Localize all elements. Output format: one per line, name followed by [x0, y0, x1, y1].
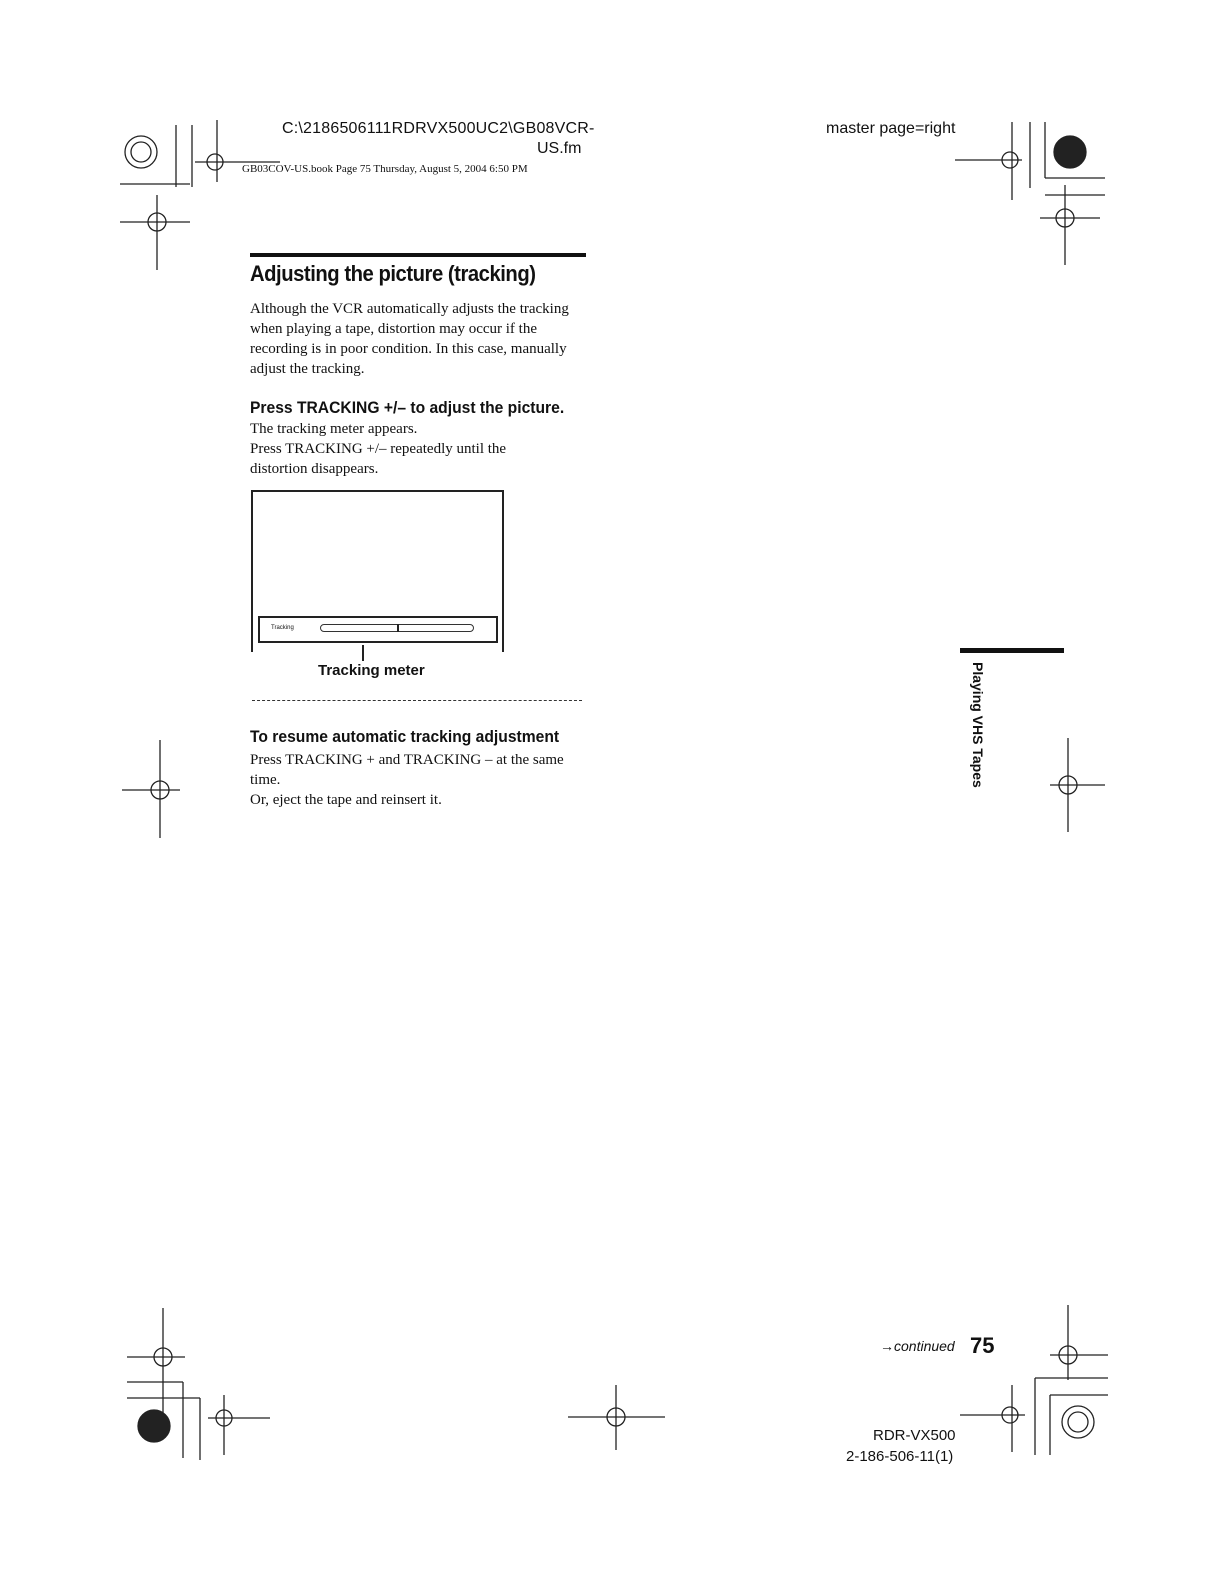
section-title: Adjusting the picture (tracking): [250, 261, 536, 286]
step-text-1: The tracking meter appears.: [250, 421, 418, 437]
screen-meter-label: Tracking: [271, 625, 294, 631]
resume-heading: To resume automatic tracking adjustment: [250, 727, 560, 746]
document-code: 2-186-506-11(1): [846, 1448, 954, 1465]
section-divider: [252, 700, 582, 701]
step-text-2: Press TRACKING +/– repeatedly until the distortion disappears.: [250, 441, 507, 477]
book-info: GB03COV-US.book Page 75 Thursday, August 5, 2004 6:50 PM: [242, 163, 528, 175]
model-number: RDR-VX500: [873, 1427, 956, 1444]
resume-text-1: Press TRACKING + and TRACKING – at the same time.: [250, 752, 564, 788]
side-tab-label: Playing VHS Tapes: [970, 662, 986, 788]
title-rule: [250, 253, 586, 257]
intro-paragraph: Although the VCR automatically adjusts the tracking when playing a tape, distortion may occur if the recording is in poor condition. In this case, manually adjust the tracking.: [250, 301, 569, 377]
step-heading: Press TRACKING +/– to adjust the picture.: [250, 398, 565, 417]
side-tab-bar: [960, 648, 1064, 653]
callout-line: [362, 645, 364, 661]
master-page-label: master page=right: [826, 120, 956, 137]
file-path-line2: US.fm: [537, 140, 582, 157]
page-number: 75: [970, 1333, 995, 1358]
tracking-meter-indicator: [397, 624, 399, 632]
resume-text-2: Or, eject the tape and reinsert it.: [250, 792, 442, 808]
side-tab: [964, 662, 988, 792]
continued-label: →continued: [880, 1338, 955, 1354]
meter-caption: Tracking meter: [318, 662, 425, 679]
file-path-line1: C:\2186506111RDRVX500UC2\GB08VCR-: [282, 120, 595, 137]
